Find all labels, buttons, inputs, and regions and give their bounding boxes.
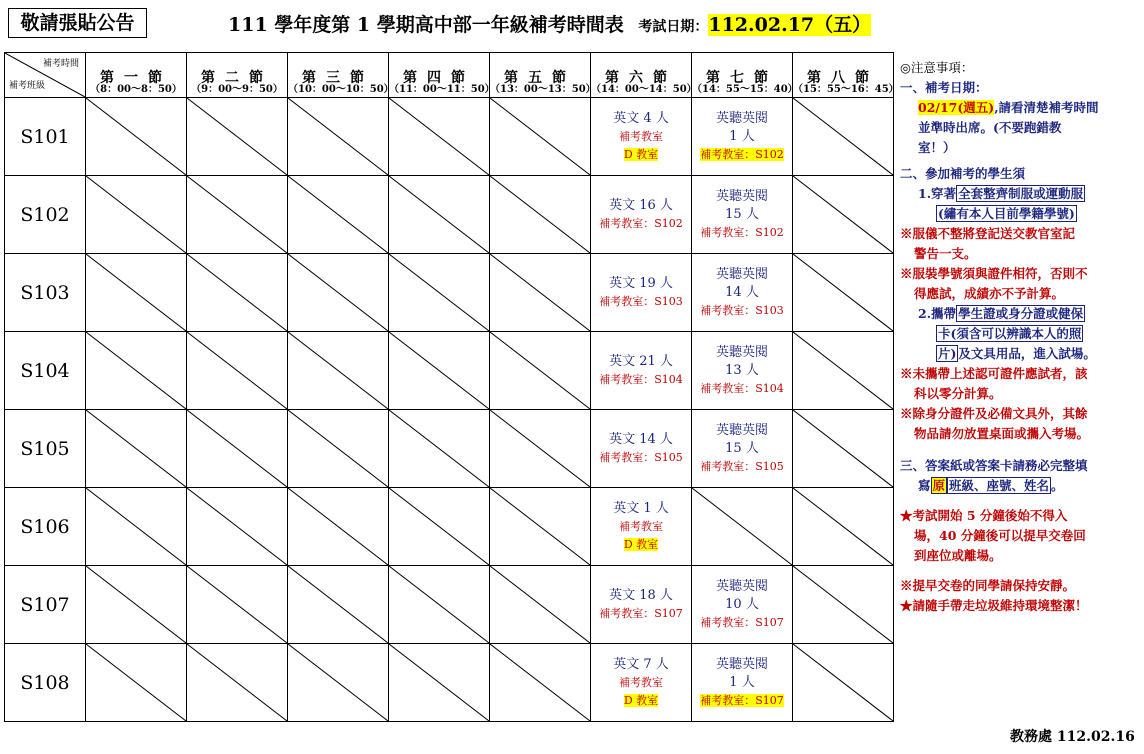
count: 1 人: [729, 128, 755, 144]
session-header: [288, 53, 394, 98]
empty-slot: [389, 254, 490, 332]
empty-slot: [692, 488, 793, 566]
title-text: 111 學年度第 1 學期高中部一年級補考時間表: [228, 14, 624, 36]
session-name: 第六節: [605, 70, 677, 86]
rule-1-a: ※服儀不整將登記送交教官室記: [900, 226, 1076, 241]
star-1-c: 到座位或離場。: [914, 548, 1002, 563]
session-name: 第四節: [403, 70, 475, 86]
note-1-title: 一、補考日期：: [900, 80, 988, 95]
empty-slot: [187, 488, 288, 566]
session-7-cell: [692, 410, 793, 488]
room: 補考教室：S105: [599, 450, 683, 464]
empty-slot: [86, 332, 187, 410]
empty-slot: [389, 644, 490, 722]
note-2-title: 二、參加補考的學生須: [900, 166, 1026, 181]
class-name: S103: [5, 254, 86, 332]
empty-slot: [793, 410, 894, 488]
note-2-2-line3: [900, 344, 1140, 364]
note-2-2-box: 學生證或身分證或健保: [958, 306, 1084, 321]
session-name: 第一節: [100, 70, 172, 86]
table-row: [5, 644, 894, 722]
empty-slot: [490, 332, 591, 410]
session-header: [187, 53, 288, 98]
empty-slot: [389, 566, 490, 644]
room-d: D 教室: [623, 147, 659, 161]
note-2-1-box: 全套整齊制服或運動服: [958, 186, 1084, 201]
note-2-1-box2: (繡有本人目前學籍學號): [938, 206, 1075, 221]
subject: 英文 18 人: [609, 587, 673, 603]
corner-top-label: 補考時間: [42, 59, 79, 69]
subject: 英文 7 人: [613, 656, 669, 672]
room: 補考教室：S102: [700, 225, 784, 239]
note-2-1-line2: [900, 204, 1140, 224]
star-1-a: ★考試開始 5 分鐘後始不得入: [900, 508, 1068, 523]
session-7-cell: [692, 176, 793, 254]
room: 補考教室：S105: [700, 459, 784, 473]
session-6-cell: [591, 176, 692, 254]
empty-slot: [288, 644, 389, 722]
empty-slot: [187, 644, 288, 722]
session-header: [692, 53, 798, 98]
class-name: S104: [5, 332, 86, 410]
session-6-cell: [591, 254, 692, 332]
empty-slot: [86, 644, 187, 722]
rule-4-a: ※除身分證件及必備文具外，其餘: [900, 406, 1088, 421]
empty-slot: [389, 98, 490, 176]
corner-bottom-label: 補考班級: [9, 81, 46, 91]
empty-slot: [187, 254, 288, 332]
star-1-b: 場，40 分鐘後可以提早交卷回: [914, 528, 1086, 543]
note-1-text-a: ,請看清楚補考時間: [994, 100, 1099, 115]
empty-slot: [793, 566, 894, 644]
count: 10 人: [725, 596, 759, 612]
session-time: （14：00～14：50）: [591, 84, 697, 95]
session-name: 第二節: [201, 70, 273, 86]
empty-slot: [389, 410, 490, 488]
room-d: D 教室: [623, 537, 659, 551]
class-name: S102: [5, 176, 86, 254]
empty-slot: [288, 410, 389, 488]
note-2-1-pre: 1.穿著: [918, 186, 957, 201]
empty-slot: [490, 254, 591, 332]
subject: 英文 4 人: [613, 110, 669, 126]
session-time: （14：55～15：40）: [692, 84, 798, 95]
class-name: S108: [5, 644, 86, 722]
table-row: [5, 332, 894, 410]
session-7-cell: [692, 332, 793, 410]
table-row: [5, 410, 894, 488]
session-name: 第七節: [706, 70, 778, 86]
subject: 英聽英閱: [715, 656, 768, 672]
exam-schedule-table: [4, 52, 899, 722]
empty-slot: [86, 488, 187, 566]
count: 1 人: [729, 674, 755, 690]
empty-slot: [793, 98, 894, 176]
table-row: [5, 98, 894, 176]
empty-slot: [490, 644, 591, 722]
subject: 英聽英閱: [715, 188, 768, 204]
note-2-1: [900, 184, 1140, 204]
star-2: ★請隨手帶走垃圾維持環境整潔！: [900, 598, 1088, 613]
note-1-line-c: 室！）: [918, 140, 956, 155]
room: 補考教室：S104: [700, 381, 784, 395]
note-3-b: [900, 476, 1140, 496]
table-row: [5, 176, 894, 254]
empty-slot: [288, 332, 389, 410]
class-name: S105: [5, 410, 86, 488]
session-header: [591, 53, 697, 98]
note-2-2-line2: [900, 324, 1140, 344]
subject: 英聽英閱: [715, 266, 768, 282]
table-row: [5, 566, 894, 644]
rule-3-a: ※未攜帶上述認可證件應試者，該: [900, 366, 1088, 381]
session-time: （13：00～13：50）: [490, 84, 596, 95]
empty-slot: [490, 566, 591, 644]
note-3-a: 三、答案紙或答案卡請務必完整填: [900, 458, 1088, 473]
room: 補考教室：S102: [700, 147, 784, 161]
room: 補考教室：S103: [599, 294, 683, 308]
count: 15 人: [725, 440, 759, 456]
session-header: [793, 53, 899, 98]
signature: 教務處 112.02.16: [1010, 729, 1135, 745]
empty-slot: [490, 410, 591, 488]
subject: 英聽英閱: [715, 110, 768, 126]
rule-5: ※提早交卷的同學請保持安靜。: [900, 578, 1076, 593]
page-title: [228, 10, 871, 37]
session-name: 第八節: [807, 70, 879, 86]
empty-slot: [187, 176, 288, 254]
table-row: [5, 254, 894, 332]
count: 14 人: [725, 284, 759, 300]
class-name: S101: [5, 98, 86, 176]
empty-slot: [389, 176, 490, 254]
empty-slot: [187, 98, 288, 176]
note-3-box: 班級、座號、姓名: [949, 478, 1050, 493]
empty-slot: [288, 176, 389, 254]
empty-slot: [187, 566, 288, 644]
room: 補考教室：S103: [700, 303, 784, 317]
subject: 英文 14 人: [609, 431, 673, 447]
empty-slot: [793, 254, 894, 332]
corner-cell: [5, 53, 86, 98]
session-time: （11：00～11：50）: [389, 84, 495, 95]
empty-slot: [793, 332, 894, 410]
note-2-2-box3: 片): [938, 346, 957, 361]
notes-panel: [900, 58, 1140, 616]
session-time: （15：55～16：45）: [793, 84, 899, 95]
empty-slot: [86, 566, 187, 644]
session-6-cell: [591, 410, 692, 488]
session-header: [86, 53, 187, 98]
note-1-date: 02/17(週五): [918, 100, 995, 115]
exam-date: 112.02.17（五）: [708, 14, 872, 36]
empty-slot: [86, 410, 187, 488]
empty-slot: [187, 410, 288, 488]
session-6-cell: [591, 644, 692, 722]
note-2-2: [900, 304, 1140, 324]
session-header: [490, 53, 596, 98]
empty-slot: [490, 488, 591, 566]
session-name: 第五節: [504, 70, 576, 86]
empty-slot: [288, 98, 389, 176]
empty-slot: [793, 176, 894, 254]
empty-slot: [86, 176, 187, 254]
session-6-cell: [591, 98, 692, 176]
rule-2-b: 得應試，成績亦不予計算。: [914, 286, 1065, 301]
empty-slot: [288, 488, 389, 566]
empty-slot: [187, 332, 288, 410]
count: 15 人: [725, 206, 759, 222]
empty-slot: [793, 488, 894, 566]
subject: 英聽英閱: [715, 578, 768, 594]
empty-slot: [288, 566, 389, 644]
session-7-cell: [692, 644, 793, 722]
rule-1-b: 警告一支。: [914, 246, 977, 261]
note-1-line-b: 並準時出席。(不要跑錯教: [918, 120, 1062, 135]
notes-heading: ◎注意事項：: [900, 60, 974, 75]
room: 補考教室：S107: [599, 606, 683, 620]
subject: 英聽英閱: [715, 422, 768, 438]
note-3-pre: 寫: [918, 478, 931, 493]
session-7-cell: [692, 98, 793, 176]
empty-slot: [793, 644, 894, 722]
room-label: 補考教室: [619, 519, 663, 533]
empty-slot: [86, 98, 187, 176]
note-3-highlight: 原: [932, 478, 946, 493]
session-7-cell: [692, 254, 793, 332]
empty-slot: [288, 254, 389, 332]
room-label: 補考教室: [619, 129, 663, 143]
room-label: 補考教室: [619, 675, 663, 689]
session-6-cell: [591, 332, 692, 410]
note-2-2-post: 及文具用品，進入試場。: [958, 346, 1096, 361]
subject: 英文 19 人: [609, 275, 673, 291]
note-1-line-a: [900, 98, 1140, 118]
session-time: （10：00～10：50）: [288, 84, 394, 95]
room: 補考教室：S107: [700, 615, 784, 629]
exam-date-label: 考試日期：: [638, 19, 709, 35]
subject: 英聽英閱: [715, 344, 768, 360]
note-2-2-box2: 卡(須含可以辨識本人的照: [938, 326, 1082, 341]
room: 補考教室：S107: [700, 693, 784, 707]
empty-slot: [389, 332, 490, 410]
note-3-post: 。: [1051, 478, 1064, 493]
subject: 英文 1 人: [613, 500, 669, 516]
session-time: （8：00～8：50）: [90, 84, 182, 95]
table-row: [5, 488, 894, 566]
empty-slot: [490, 176, 591, 254]
session-7-cell: [692, 566, 793, 644]
subject: 英文 16 人: [609, 197, 673, 213]
rule-2-a: ※服裝學號須與證件相符，否則不: [900, 266, 1088, 281]
room-d: D 教室: [623, 693, 659, 707]
session-name: 第三節: [302, 70, 374, 86]
rule-4-b: 物品請勿放置桌面或攜入考場。: [914, 426, 1090, 441]
empty-slot: [389, 488, 490, 566]
session-6-cell: [591, 566, 692, 644]
room: 補考教室：S104: [599, 372, 683, 386]
session-header: [389, 53, 495, 98]
notice-label: 敬請張貼公告: [8, 8, 147, 38]
session-time: （9：00～9：50）: [191, 84, 283, 95]
empty-slot: [86, 254, 187, 332]
note-2-2-pre: 2.攜帶: [918, 306, 957, 321]
empty-slot: [490, 98, 591, 176]
class-name: S107: [5, 566, 86, 644]
rule-3-b: 科以零分計算。: [914, 386, 1002, 401]
room: 補考教室：S102: [599, 216, 683, 230]
session-6-cell: [591, 488, 692, 566]
count: 13 人: [725, 362, 759, 378]
class-name: S106: [5, 488, 86, 566]
subject: 英文 21 人: [609, 353, 673, 369]
